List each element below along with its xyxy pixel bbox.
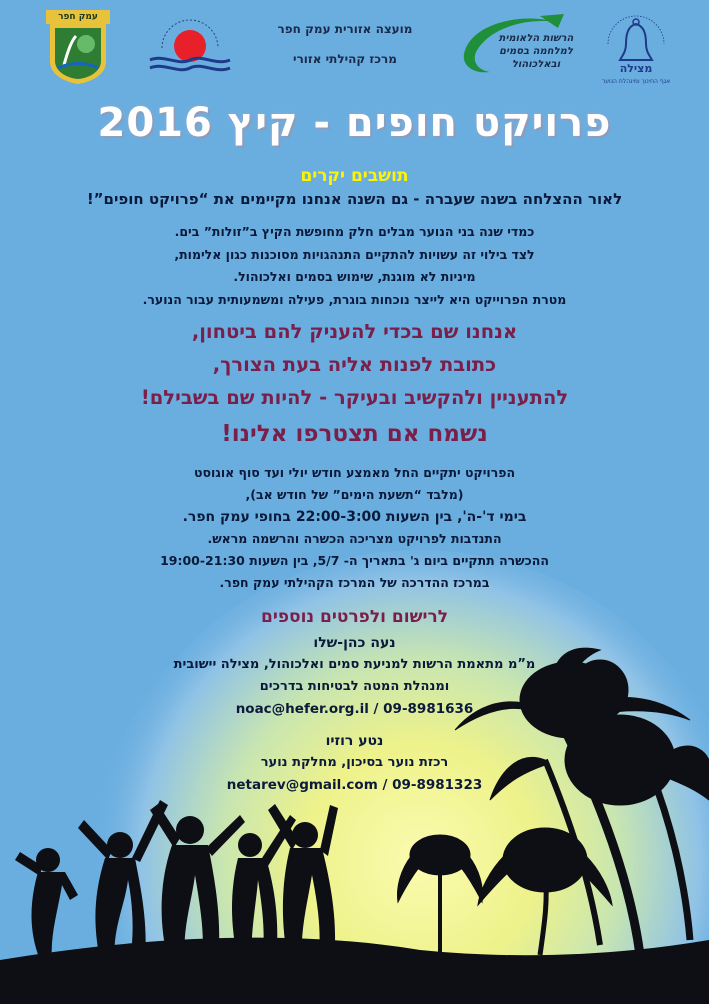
sun-sea-logo-icon bbox=[144, 18, 236, 78]
intro-text: לאור ההצלחה בשנה שעברה - גם השנה אנחנו מקיימים את “פרויקט חופים”! bbox=[86, 190, 623, 208]
contact-email-phone[interactable]: netarev@gmail.com / 09-8981323 bbox=[226, 777, 483, 793]
paragraph-line: מטרת הפרוייקט היא לייצר נוכחות בוגרת, פעילה ומשמעותית עבור הנוער. bbox=[142, 291, 567, 307]
metzila-sub: אגף החינוך ומינהלת הנוער bbox=[601, 78, 671, 85]
slogan-line-2: כתובת לפנות אליה בעת הצורך, bbox=[212, 353, 497, 376]
paragraph-line: לצד בילוי זה עשויות להתקיים התנהגויות מסוכנות כגון אלימות, bbox=[174, 246, 535, 262]
contact-name: נעה כהן-שלו bbox=[313, 635, 396, 651]
contact-card bbox=[0, 632, 709, 720]
details-line: במרכז ההדרכה של המרכז הקהילתי עמק חפר. bbox=[219, 575, 490, 590]
metzila-logo bbox=[600, 10, 672, 94]
paragraph-line: מיניות לא מוגנת, שימוש בסמים ואלכוהול. bbox=[233, 269, 476, 284]
metzila-name: מצילה bbox=[619, 62, 653, 75]
yamit-center-logo bbox=[144, 18, 236, 78]
page-title: פרויקט חופים - קיץ 2016 bbox=[97, 100, 612, 146]
details-line: (מלבד “תשעת הימים” של חודש אב), bbox=[245, 487, 464, 502]
contact-role: ומנהלת המטה לבטיחות בדרכים bbox=[259, 679, 450, 694]
emek-hefer-emblem bbox=[46, 10, 110, 84]
slogan-join-us: נשמח אם תצטרפו אלינו! bbox=[221, 421, 488, 447]
slogan-line-1: אנחנו שם בכדי להעניק להם ביטחון, bbox=[191, 320, 518, 343]
contact-email-phone[interactable]: noac@hefer.org.il / 09-8981636 bbox=[235, 701, 474, 717]
emblem-label: עמק חפר bbox=[58, 12, 98, 22]
national-authority-logo bbox=[460, 14, 585, 80]
authority-text: הרשות הלאומית למלחמה בסמים ובאלכוהול bbox=[498, 33, 574, 70]
details-line: ההכשרה תתקיים ביום ג' בתאריך ה- 5/7, בין השעות 19:00-21:30 bbox=[160, 553, 549, 568]
project-details bbox=[0, 462, 709, 594]
details-line: בימי ד'-ה', בין השעות 22:00-3:00 בחופי עמק חפר. bbox=[182, 509, 527, 525]
paragraph-line: כמדי שנה בני הנוער מבלים חלק מחופשת הקיץ ב”זולות” בים. bbox=[174, 224, 535, 239]
contact-role: רכזת נוער בסיכון, מחלקת נוער bbox=[260, 755, 449, 770]
details-line: התנדבות לפרויקט מצריכה הכשרה והרשמה מראש. bbox=[207, 531, 502, 546]
contact-card bbox=[0, 730, 709, 796]
registration-heading: לרישום ולפרטים נוספים bbox=[261, 607, 448, 627]
council-name: מועצה אזורית עמק חפר bbox=[277, 22, 413, 36]
contact-role: מ”מ מתאמת הרשות למניעת סמים ואלכוהול, מצילה יישובית bbox=[173, 657, 536, 672]
contact-name: נטע רוזיו bbox=[325, 733, 384, 749]
greeting: תושבים יקרים bbox=[300, 166, 409, 186]
description-paragraph bbox=[0, 221, 709, 311]
center-name: מרכז קהילתי אזורי bbox=[293, 52, 397, 66]
slogan-line-3: להתעניין ולהקשיב ובעיקר - להיות שם בשבילם! bbox=[140, 386, 569, 409]
details-line: הפרויקט יתקיים החל מאמצע חודש יולי ועד סוף אוגוסט bbox=[193, 465, 516, 480]
